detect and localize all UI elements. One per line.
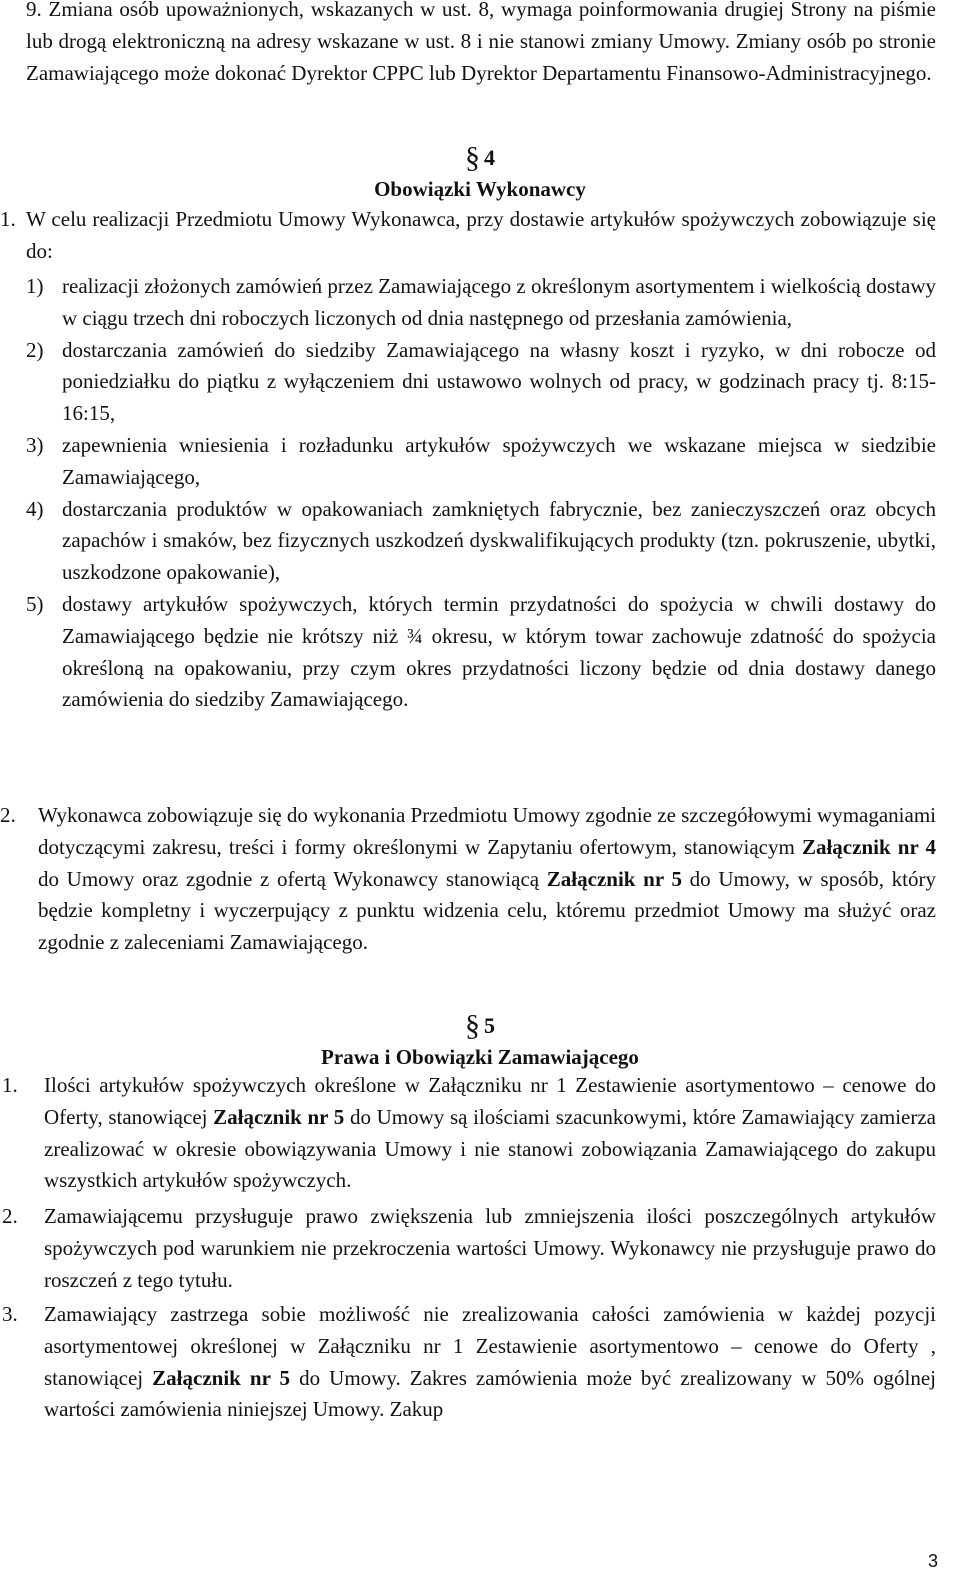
- item-number: 4): [26, 496, 44, 521]
- list-item: [0, 494, 960, 589]
- section-4-number: § 4: [465, 141, 495, 174]
- point-text: W celu realizacji Przedmiotu Umowy Wykonawca, przy dostawie artykułów spożywczych zobowiązuje się do:: [26, 207, 936, 263]
- section-5-point-3: 3. Zamawiający zastrzega sobie możliwość nie zrealizowania całości zamówienia w każdej pozycji asortymentowej określonej w Załączniku nr 1 Zestawienie asortymentowo – cenowe do Oferty , stanowiącej Załącznik nr 5 do Umowy. Zakres zamówienia może być zrealizowany w 50% ogólnej wartości zamówienia niniejszej Umowy. Zakup: [0, 1299, 960, 1426]
- section-4-point-1: [0, 204, 960, 268]
- intro-text: 9. Zmiana osób upoważnionych, wskazanych w ust. 8, wymaga poinformowania drugiej Strony na piśmie lub drogą elektroniczną na adresy wskazane w ust. 8 i nie stanowi zmiany Umowy. Zmiany osób po stronie Zamawiającego może dokonać Dyrektor CPPC lub Dyrektor Departamentu Finansowo-Administracyjnego.: [26, 0, 936, 85]
- section-4-heading: [0, 140, 960, 206]
- point-number: 2.: [2, 1204, 18, 1228]
- item-number: 3): [26, 432, 44, 457]
- point-number: 1.: [0, 207, 16, 231]
- section-5-heading: [0, 1008, 960, 1074]
- attachment-4-ref: Załącznik nr 4: [801, 834, 936, 859]
- attachment-5-ref: Załącznik nr 5: [152, 1365, 291, 1390]
- page-number: 3: [927, 1551, 938, 1571]
- attachment-5-ref: Załącznik nr 5: [213, 1104, 345, 1129]
- item-text: dostarczania zamówień do siedziby Zamawiającego na własny koszt i ryzyko, w dni robocze od poniedziałku do piątku z wyłączeniem dni ustawowo wolnych od pracy, w godzinach pracy tj. 8:15-16:15,: [62, 337, 936, 426]
- section-4-title: Obowiązki Wykonawcy: [374, 176, 586, 201]
- item-text: dostarczania produktów w opakowaniach zamkniętych fabrycznie, bez zanieczyszczeń oraz obcych zapachów i smaków, bez fizycznych uszkodzeń dyskwalifikujących produkty (tzn. pokruszenie, ubytki, uszkodzone opakowanie),: [62, 496, 936, 585]
- section-5-point-1: 1. Ilości artykułów spożywczych określone w Załączniku nr 1 Zestawienie asortymentowo – cenowe do Oferty, stanowiącej Załącznik nr 5 do Umowy są ilościami szacunkowymi, które Zamawiający zamierza zrealizować w okresie obowiązywania Umowy i nie stanowi zobowiązania Zamawiającego do zakupu wszystkich artykułów spożywczych.: [0, 1070, 960, 1197]
- list-item: [0, 430, 960, 494]
- attachment-5-ref: Załącznik nr 5: [546, 866, 682, 891]
- section-5-number: § 5: [465, 1009, 495, 1042]
- intro-paragraph: [0, 0, 960, 89]
- item-text: zapewnienia wniesienia i rozładunku artykułów spożywczych we wskazane miejsca w siedzibie Zamawiającego,: [62, 432, 936, 489]
- paragraph-sign: §: [465, 141, 480, 174]
- section-5-title: Prawa i Obowiązki Zamawiającego: [321, 1044, 639, 1069]
- point-number: 2.: [0, 803, 16, 827]
- item-number: 5): [26, 591, 44, 616]
- item-number: 1): [26, 274, 44, 298]
- paragraph-sign: §: [465, 1009, 480, 1042]
- point-number: 3.: [2, 1302, 18, 1326]
- section-4-item-list: [0, 271, 960, 716]
- list-item: [0, 335, 960, 430]
- section-5-point-2: 2. Zamawiającemu przysługuje prawo zwiększenia lub zmniejszenia ilości poszczególnych artykułów spożywczych pod warunkiem nie przekroczenia wartości Umowy. Wykonawcy nie przysługuje prawo do roszczeń z tego tytułu.: [0, 1201, 960, 1296]
- item-text: dostawy artykułów spożywczych, których termin przydatności do spożycia w chwili dostawy do Zamawiającego będzie nie krótszy niż ¾ okresu, w którym towar zachowuje zdatność do spożycia określoną na opakowaniu, przy czym okres przydatności liczony będzie od dnia dostawy danego zamówienia do siedziby Zamawiającego.: [62, 591, 936, 712]
- list-item: [0, 589, 960, 716]
- section-4-point-2: 2. Wykonawca zobowiązuje się do wykonania Przedmiotu Umowy zgodnie ze szczegółowymi wymaganiami dotyczącymi zakresu, treści i formy określonymi w Zapytaniu ofertowym, stanowiącym Załącznik nr 4 do Umowy oraz zgodnie z ofertą Wykonawcy stanowiącą Załącznik nr 5 do Umowy, w sposób, który będzie kompletny i wyczerpujący z punktu widzenia celu, któremu przedmiot Umowy ma służyć oraz zgodnie z zaleceniami Zamawiającego.: [0, 800, 960, 959]
- point-number: 1.: [2, 1073, 18, 1097]
- item-text: realizacji złożonych zamówień przez Zamawiającego z określonym asortymentem i wielkością dostawy w ciągu trzech dni roboczych liczonych od dnia następnego od przesłania zamówienia,: [62, 274, 936, 330]
- list-item: [0, 271, 960, 335]
- item-number: 2): [26, 337, 44, 362]
